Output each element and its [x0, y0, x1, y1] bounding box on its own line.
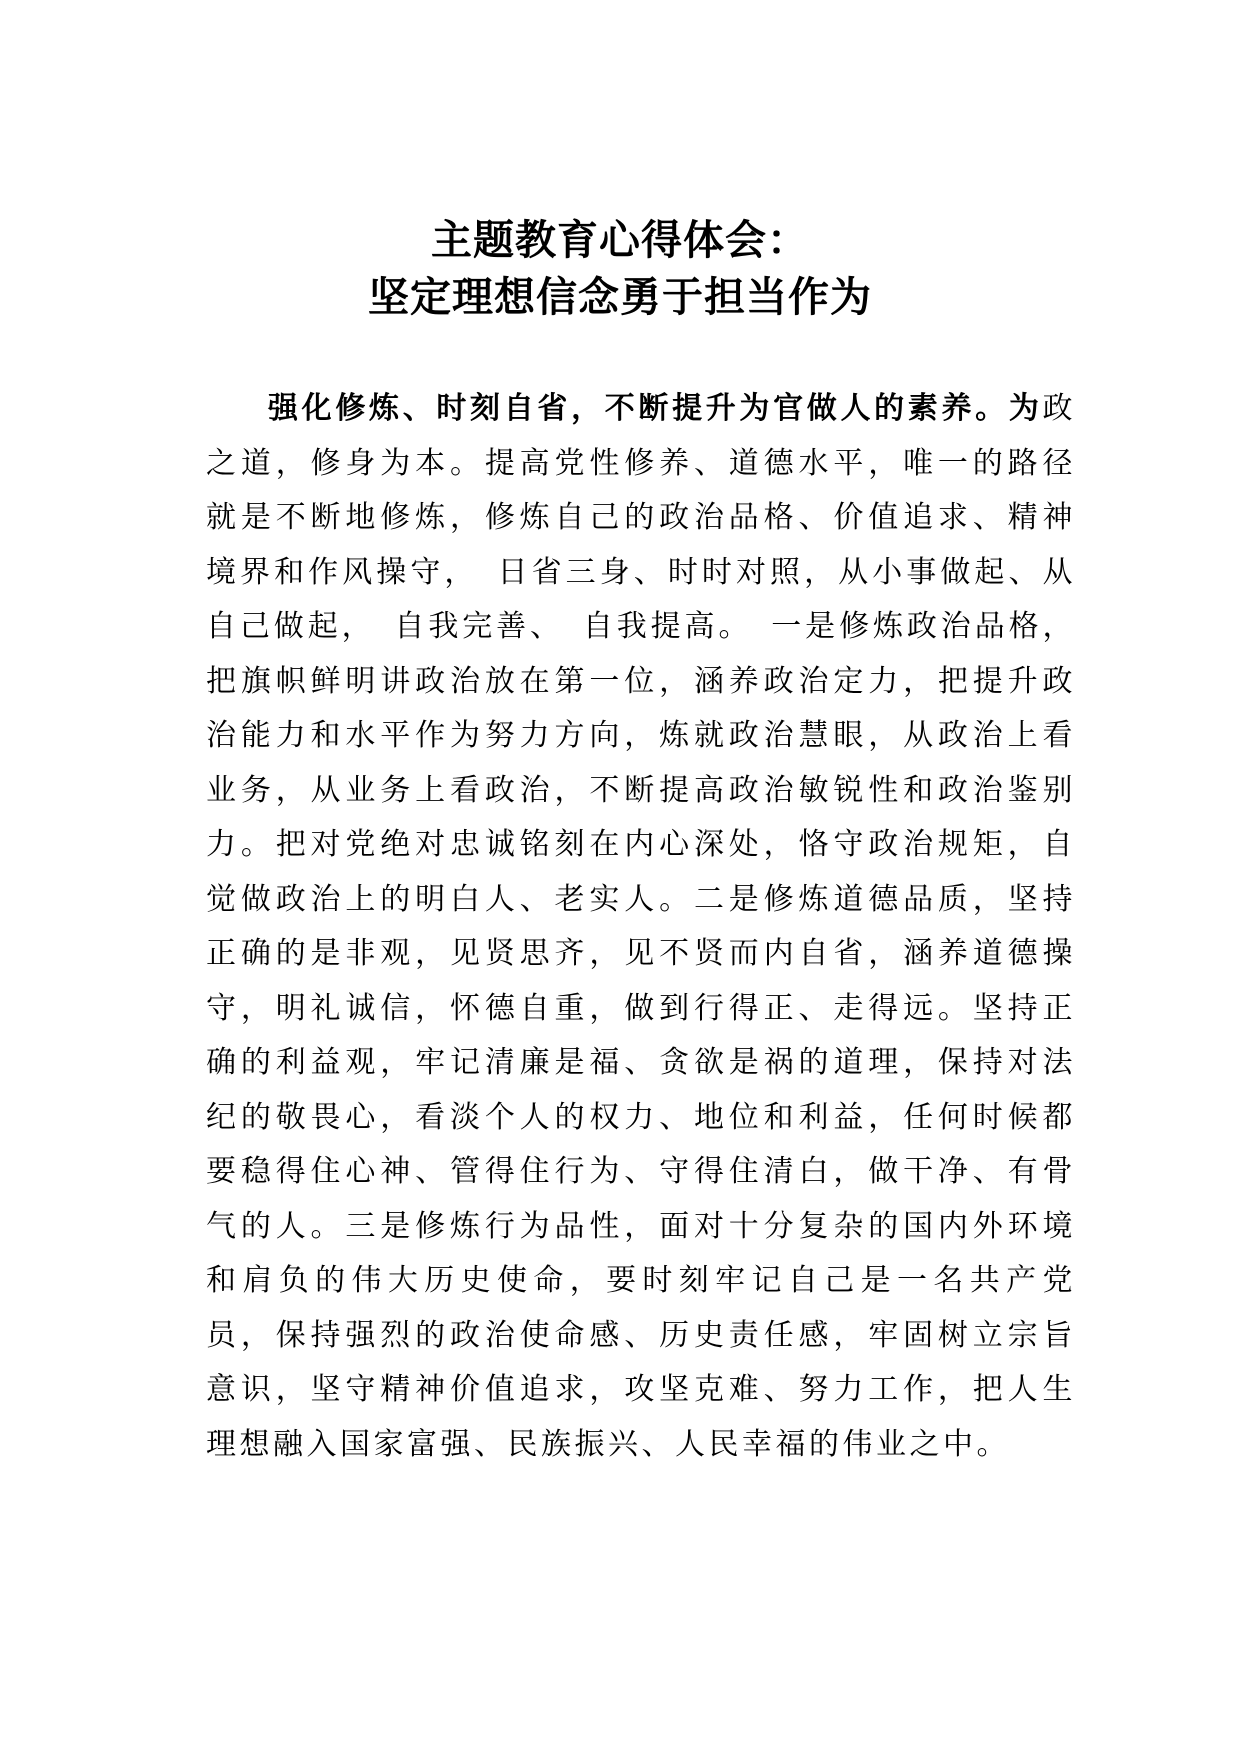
body-text: 政之道，修身为本。提高党性修养、道德水平，唯一的路径就是不断地修炼，修炼自己的政治品格、价值追求、精神境界和作风操守， 日省三身、时时对照，从小事做起、从自己做起， 自我完善、 自我提高。 一是修炼政治品格，把旗帜鲜明讲政治放在第一位，涵养政治定力，把提升政治能力和水平作为努力方向，炼就政治慧眼，从政治上看业务，从业务上看政治，不断提高政治敏锐性和政治鉴别力。把对党绝对忠诚铭刻在内心深处，恪守政治规矩，自觉做政治上的明白人、老实人。二是修炼道德品质，坚持正确的是非观，见贤思齐，见不贤而内自省，涵养道德操守，明礼诚信，怀德自重，做到行得正、走得远。坚持正确的利益观，牢记清廉是福、贪欲是祸的道理，保持对法纪的敬畏心，看淡个人的权力、地位和利益，任何时候都要稳得住心神、管得住行为、守得住清白，做干净、有骨气的人。三是修炼行为品性，面对十分复杂的国内外环境和肩负的伟大历史使命，要时刻牢记自己是一名共产党员，保持强烈的政治使命感、历史责任感，牢固树立宗旨意识，坚守精神价值追求，攻坚克难、努力工作，把人生理想融入国家富强、民族振兴、人民幸福的伟业之中。 [206, 391, 1076, 1462]
title-block [0, 212, 1240, 326]
title-line-2: 坚定理想信念勇于担当作为 [368, 273, 872, 321]
body-paragraph [206, 382, 1076, 1472]
lead-sentence: 强化修炼、时刻自省，不断提升为官做人的素养。为 [268, 391, 1043, 426]
title-line-1: 主题教育心得体会： [431, 216, 809, 264]
